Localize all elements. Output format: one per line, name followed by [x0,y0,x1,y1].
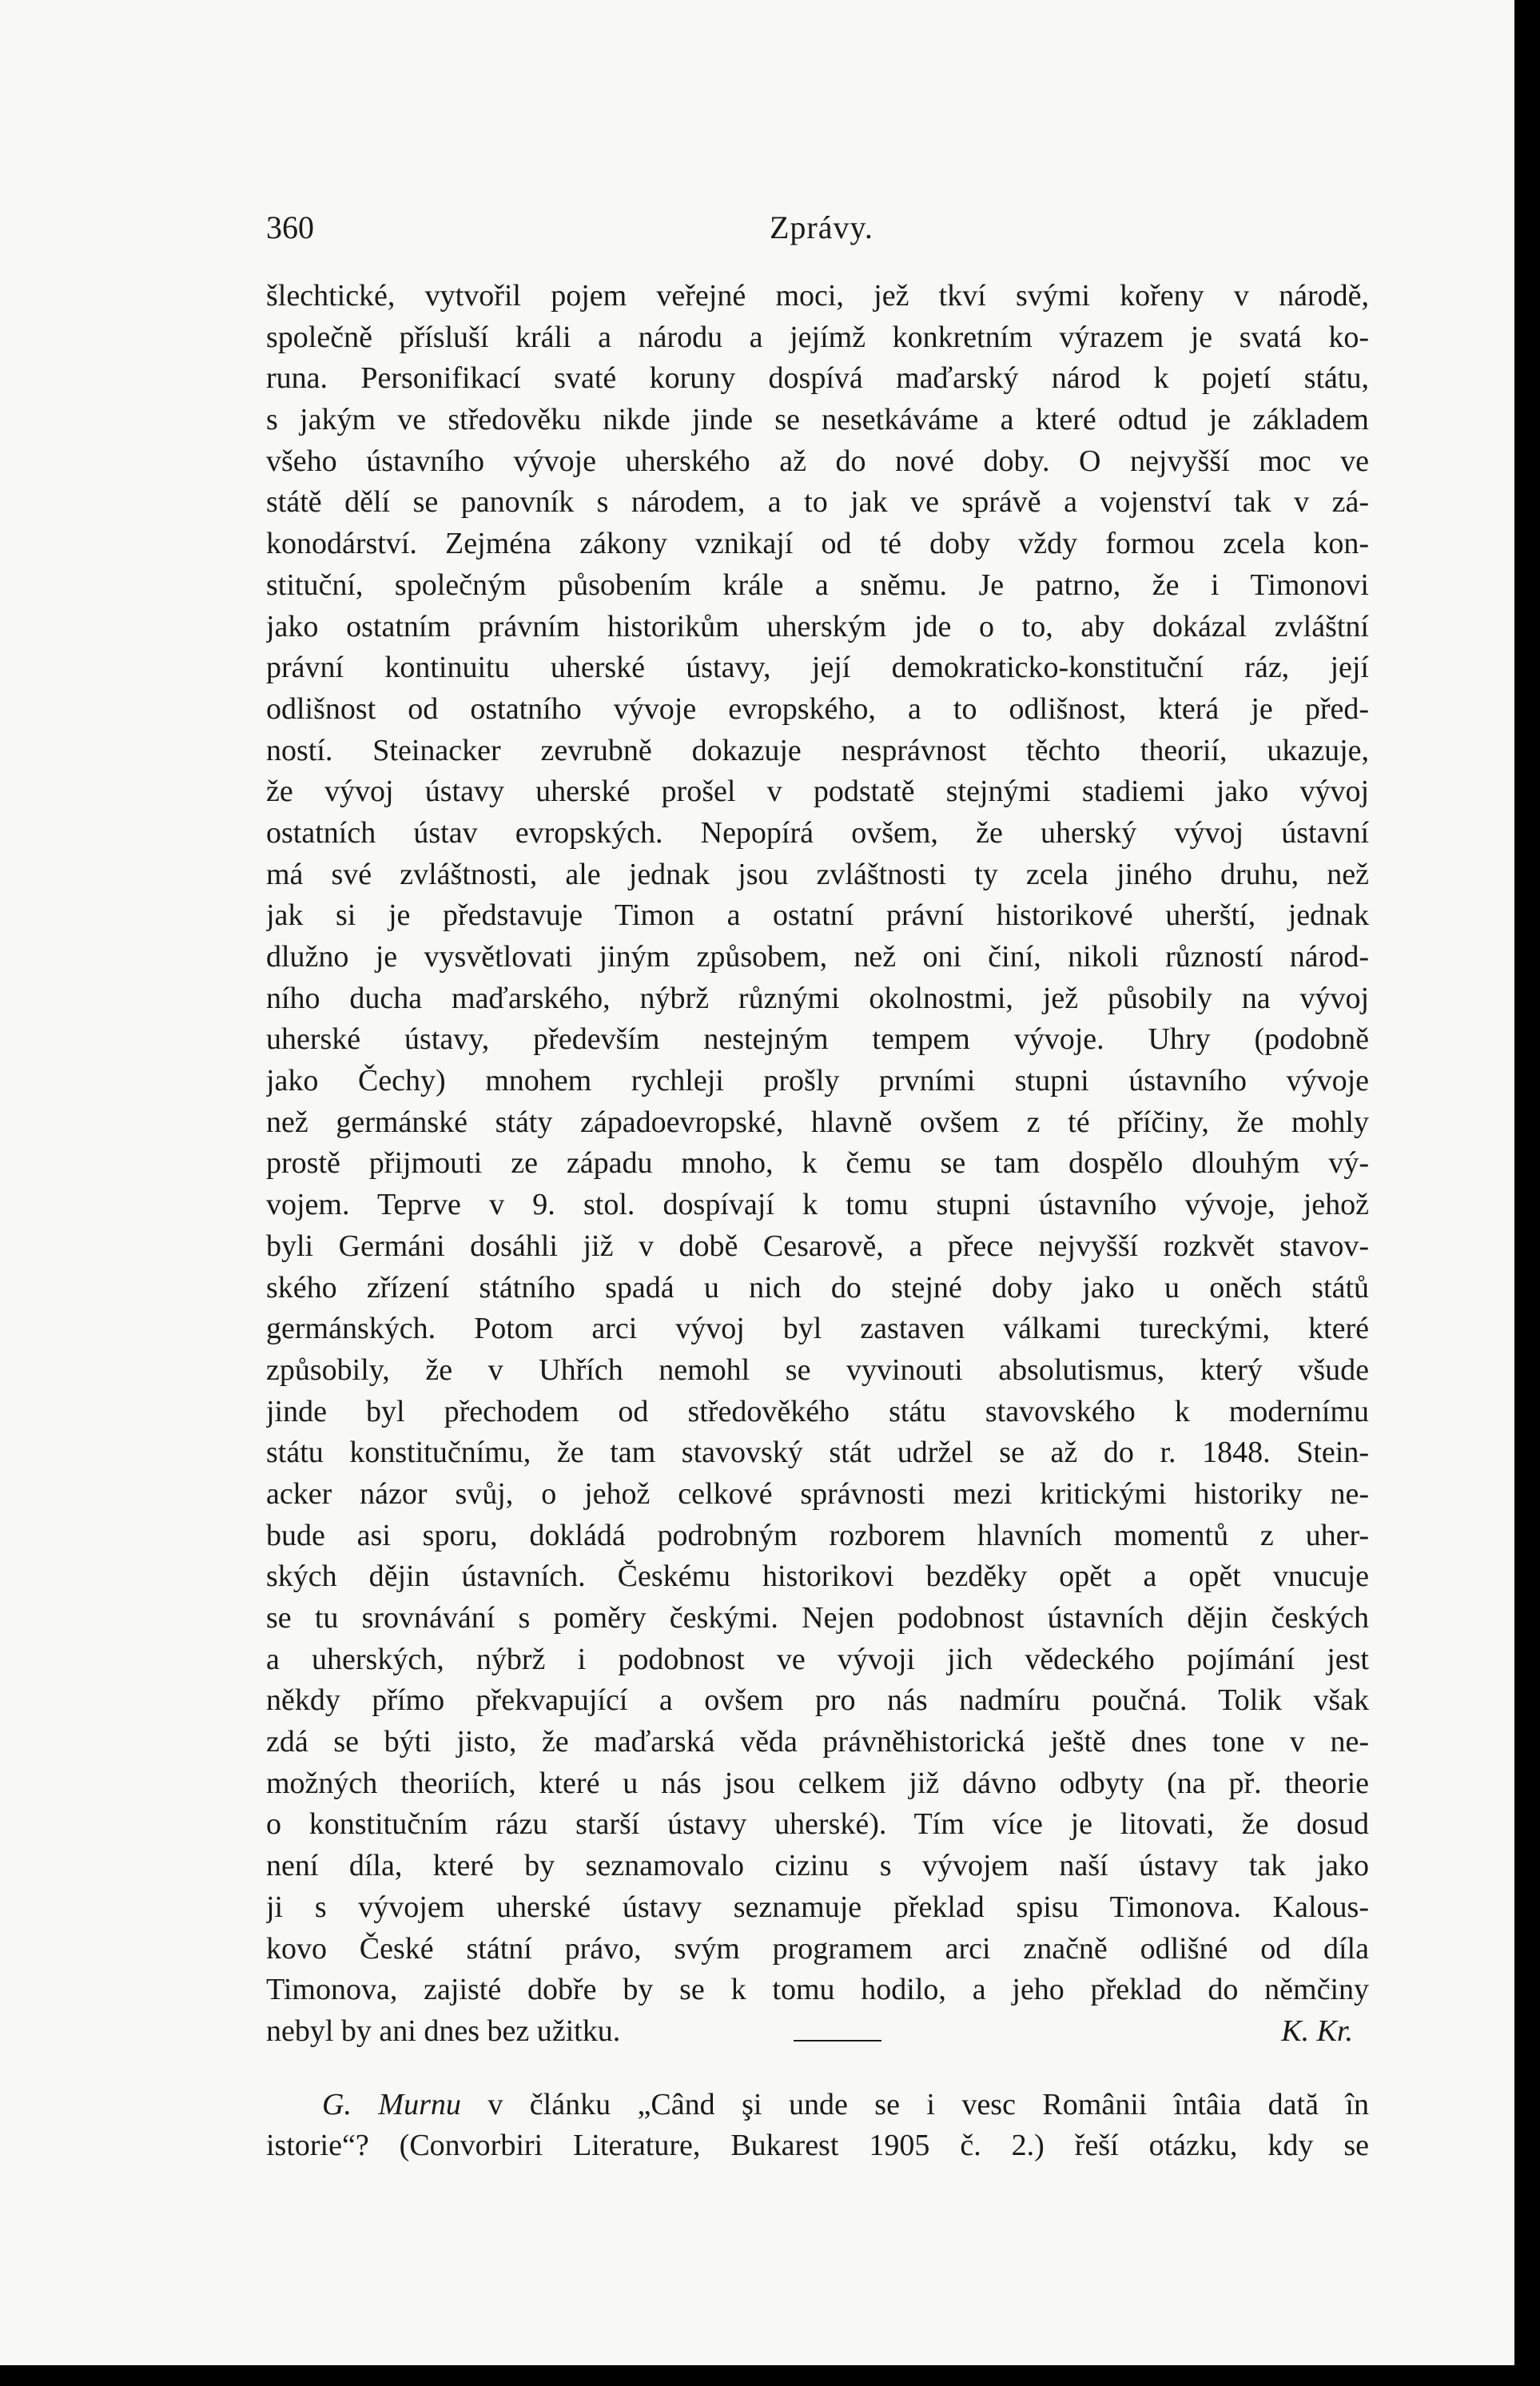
text-line: a uherských, nýbrž i podobnost ve vývoji jich vědeckého pojímání jest [266,1642,1369,1676]
text-line: runa. Personifikací svaté koruny dospívá maďarský národ k pojetí státu, [266,361,1369,396]
text-line: Timonova, zajisté dobře by se k tomu hodilo, a jeho překlad do němčiny [266,1973,1369,2007]
text-line: společně přísluší králi a národu a jejímž konkretním výrazem je svatá ko- [266,320,1369,354]
text-line: prostě přijmouti ze západu mnoho, k čemu se tam dospělo dlouhým vý- [266,1146,1369,1181]
closing-text: nebyl by ani dnes bez užitku. [266,2014,621,2048]
text-line: někdy přímo překvapující a ovšem pro nás nadmíru poučná. Tolik však [266,1683,1369,1718]
text-line: ního ducha maďarského, nýbrž různými okolnostmi, jež působily na vývoj [266,981,1369,1015]
next-article-author: G. Murnu [322,2087,461,2121]
text-line: než germánské státy západoevropské, hlavně ovšem z té příčiny, že mohly [266,1105,1369,1139]
text-line: právní kontinuitu uherské ústavy, její demokraticko-konstituční ráz, její [266,651,1369,685]
text-line: germánských. Potom arci vývoj byl zastaven válkami tureckými, které [266,1312,1369,1346]
section-gap [266,2053,1369,2085]
text-line: zdá se býti jisto, že maďarská věda právněhistorická ještě dnes tone v ne- [266,1725,1369,1759]
text-line: možných theoriích, které u nás jsou celkem již dávno odbyty (na př. theorie [266,1766,1369,1800]
page-header [266,204,1369,252]
text-line: ností. Steinacker zevrubně dokazuje nesprávnost těchto theorií, ukazuje, [266,733,1369,767]
text-line: kovo České státní právo, svým programem arci značně odlišné od díla [266,1931,1369,1966]
text-line: ji s vývojem uherské ústavy seznamuje překlad spisu Timonova. Kalous- [266,1890,1369,1924]
section-rule [794,2040,881,2041]
closing-line [266,2011,1369,2053]
scan-edge-right [1514,0,1540,2386]
text-line: šlechtické, vytvořil pojem veřejné moci, jež tkví svými kořeny v národě, [266,279,1369,313]
next-article-line-1 [266,2085,1369,2126]
text-line: uherské ústavy, především nestejným tempem vývoje. Uhry (podobně [266,1022,1369,1057]
text-line: že vývoj ústavy uherské prošel v podstatě stejnými stadiemi jako vývoj [266,775,1369,809]
text-line: vojem. Teprve v 9. stol. dospívají k tomu stupni ústavního vývoje, jehož [266,1188,1369,1222]
page-number: 360 [266,209,314,245]
text-line: ského zřízení státního spadá u nich do stejné doby jako u oněch států [266,1270,1369,1305]
text-line: jak si je představuje Timon a ostatní právní historikové uherští, jednak [266,898,1369,933]
text-line: má své zvláštnosti, ale jednak jsou zvláštnosti ty zcela jiného druhu, než [266,857,1369,891]
text-line: se tu srovnávání s poměry českými. Nejen podobnost ústavních dějin českých [266,1601,1369,1635]
text-line: není díla, které by seznamovalo cizinu s vývojem naší ústavy tak jako [266,1849,1369,1883]
scan-edge-bottom [0,2365,1540,2386]
text-line: ostatních ústav evropských. Nepopírá ovšem, že uherský vývoj ústavní [266,815,1369,850]
text-line: všeho ústavního vývoje uherského až do nové doby. O nejvyšší moc ve [266,444,1369,478]
running-head: Zprávy. [770,209,873,245]
text-line: způsobily, že v Uhřích nemohl se vyvinouti absolutismus, který všude [266,1352,1369,1387]
text-line: acker názor svůj, o jehož celkové správnosti mezi kritickými historiky ne- [266,1476,1369,1511]
text-line: jako Čechy) mnohem rychleji prošly prvními stupni ústavního vývoje [266,1064,1369,1098]
text-line: ských dějin ústavních. Českému historikovi bezděky opět a opět vnucuje [266,1559,1369,1594]
text-line: státu konstitučnímu, že tam stavovský stát udržel se až do r. 1848. Stein- [266,1436,1369,1470]
next-article-line-2: istorie“? (Convorbiri Literature, Bukarest 1905 č. 2.) řeší otázku, kdy se [266,2129,1369,2163]
next-article-text: v článku „Când şi unde se i vesc Românii întâia dată în [460,2087,1369,2121]
text-line: dlužno je vysvětlovati jiným způsobem, než oni činí, nikoli růzností národ- [266,940,1369,974]
text-line: bude asi sporu, dokládá podrobným rozborem hlavních momentů z uher- [266,1518,1369,1552]
text-line: s jakým ve středověku nikde jinde se nesetkáváme a které odtud je základem [266,403,1369,437]
text-line: odlišnost od ostatního vývoje evropského, a to odlišnost, která je před- [266,691,1369,726]
text-line: jinde byl přechodem od středověkého státu stavovského k modernímu [266,1394,1369,1428]
text-line: o konstitučním rázu starší ústavy uherské). Tím více je litovati, že dosud [266,1807,1369,1842]
text-line: byli Germáni dosáhli již v době Cesarově, a přece nejvyšší rozkvět stavov- [266,1229,1369,1263]
review-article [266,276,1369,2011]
text-line: jako ostatním právním historikům uherským jde o to, aby dokázal zvláštní [266,609,1369,643]
text-line: státě dělí se panovník s národem, a to jak ve správě a vojenství tak v zá- [266,485,1369,520]
text-line: stituční, společným působením krále a sněmu. Je patrno, že i Timonovi [266,568,1369,602]
author-signature: K. Kr. [1281,2014,1353,2048]
text-line: konodárství. Zejména zákony vznikají od té doby vždy formou zcela kon- [266,527,1369,561]
page-body [266,276,1369,2167]
